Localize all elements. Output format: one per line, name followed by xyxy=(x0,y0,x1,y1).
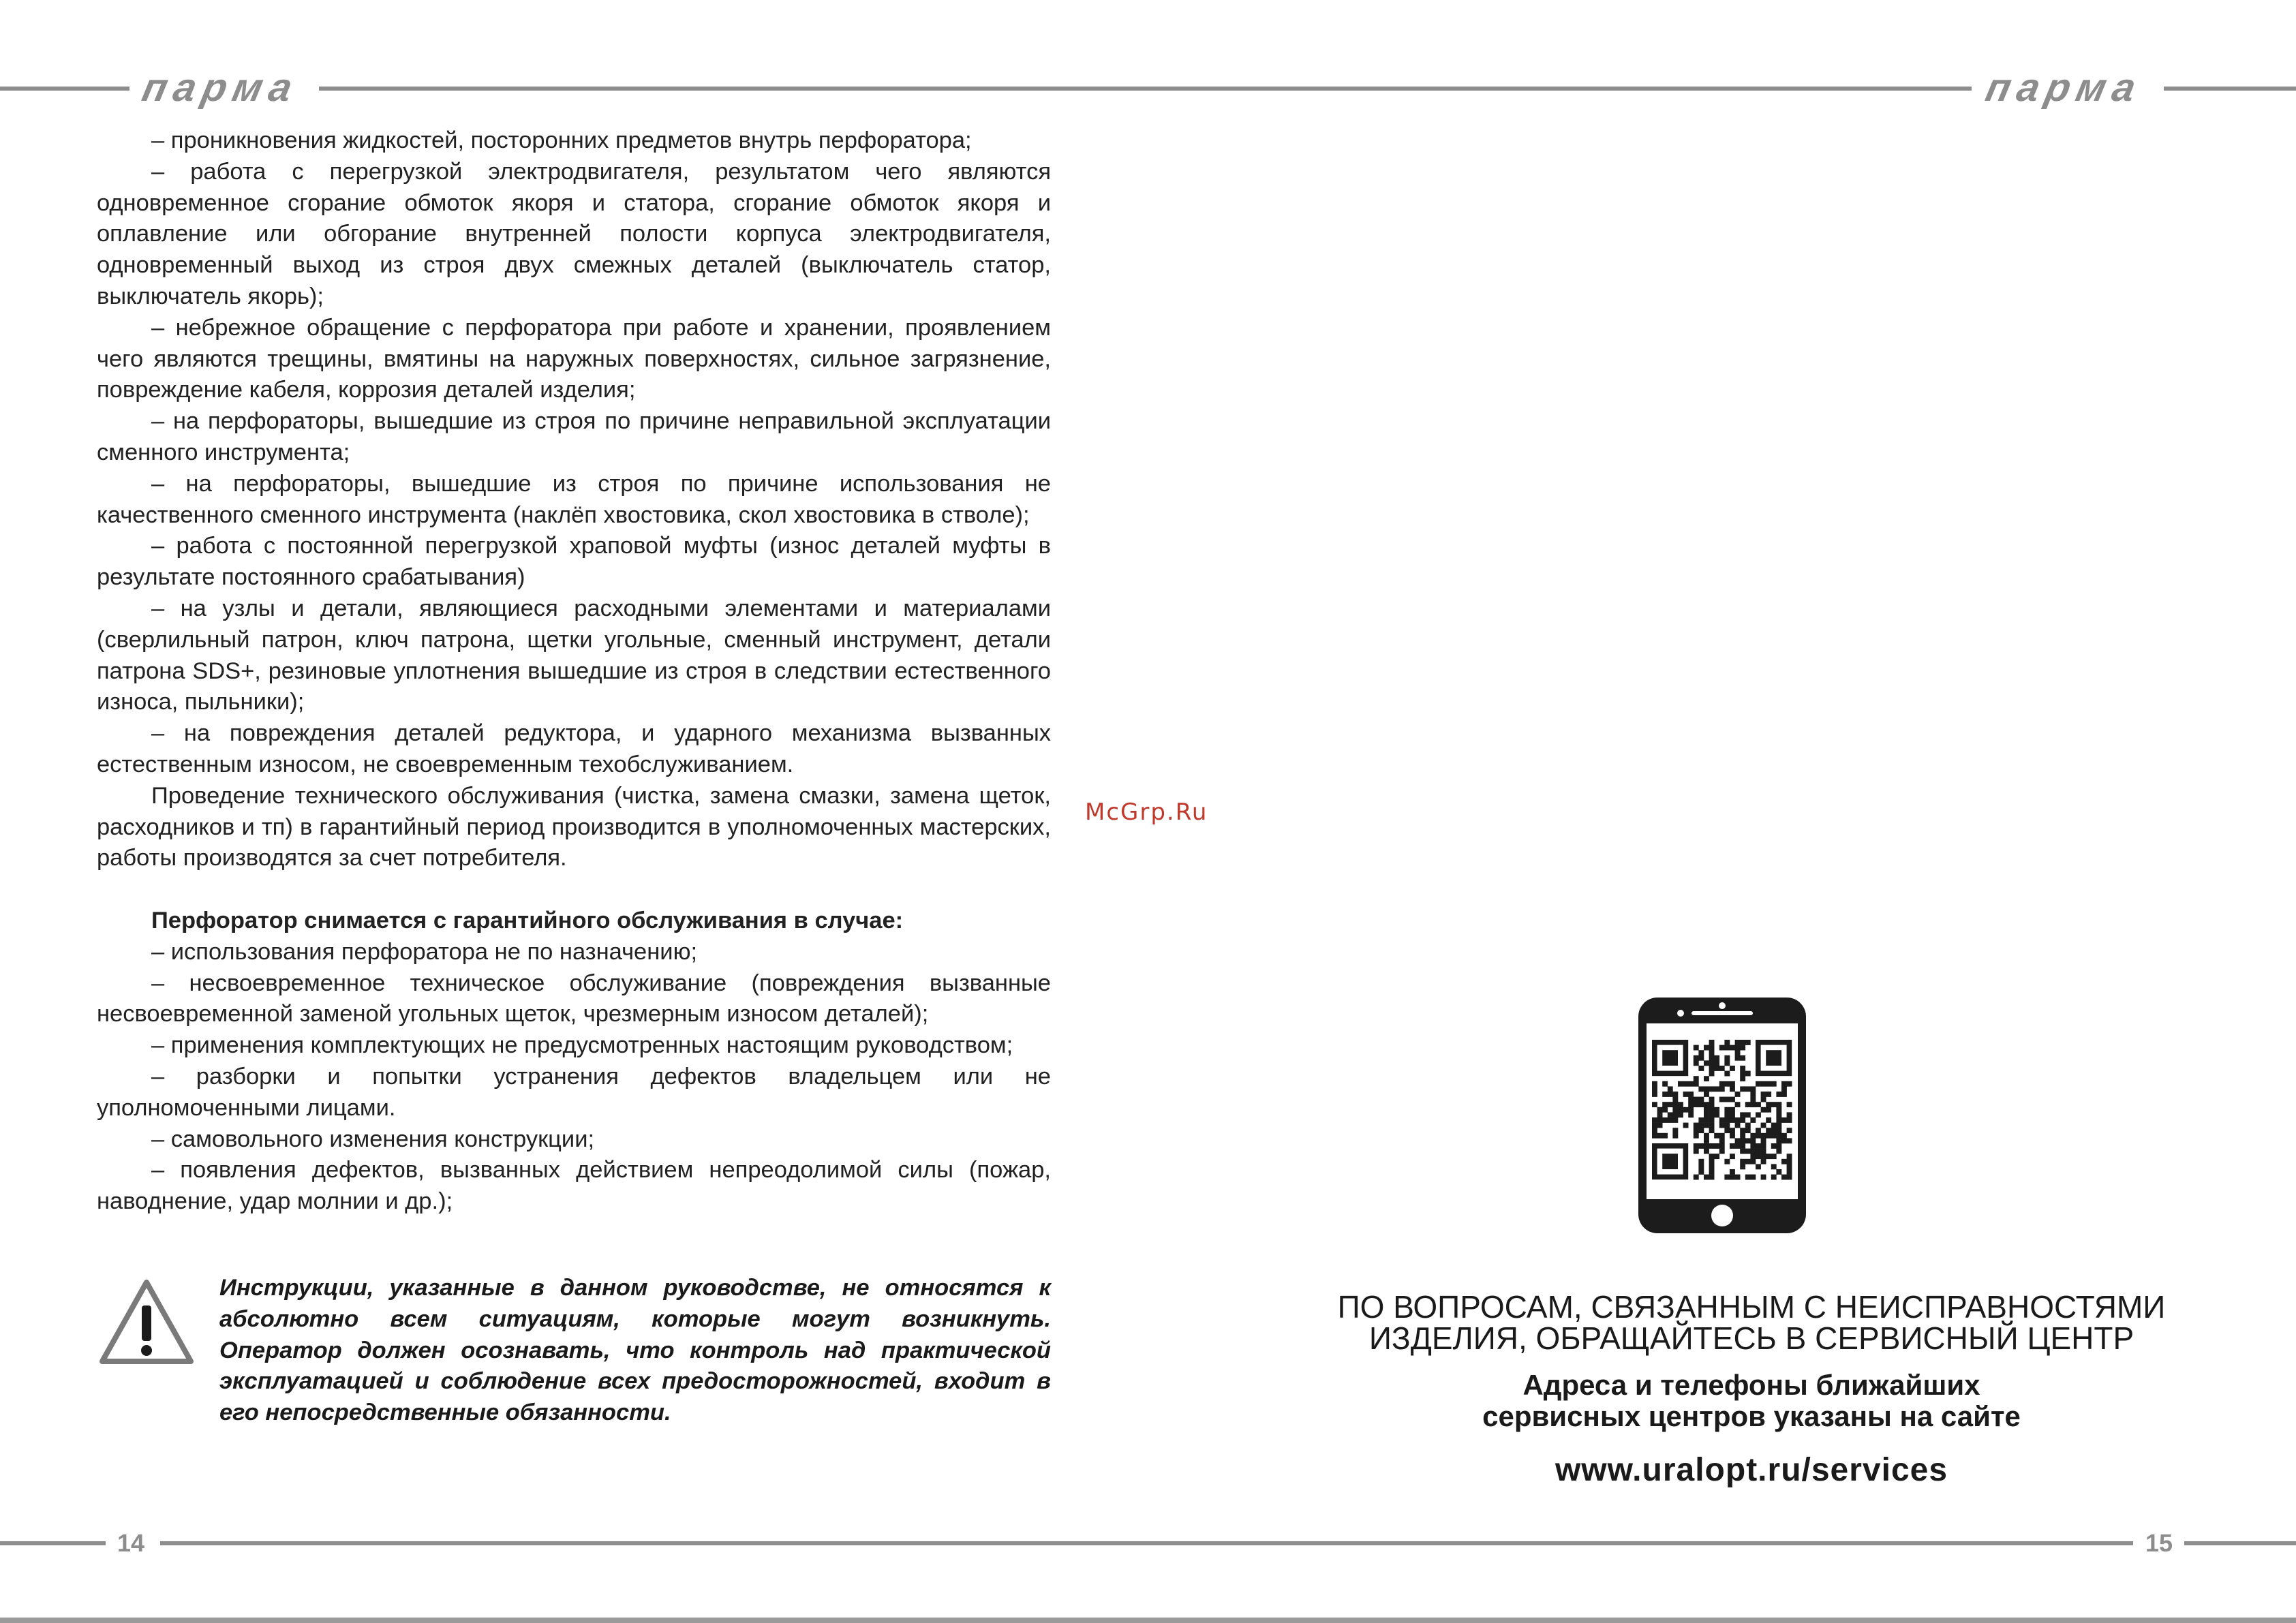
smartphone-qr-code-icon xyxy=(1637,996,1807,1235)
list-item: – использования перфоратора не по назначению; xyxy=(151,938,698,965)
service-heading-line: ИЗДЕЛИЯ, ОБРАЩАЙТЕСЬ В СЕРВИСНЫЙ ЦЕНТР xyxy=(1368,1320,2134,1356)
warning-text: Инструкции, указанные в данном руководстве, не относятся к абсолютно всем ситуациям, которые могут возникнуть. Оператор должен осознавать, что контроль над практической эксплуатацией и соблюдение всех предосторожностей, входит в его непосредственные обязанности. xyxy=(219,1275,1051,1426)
service-subheading-line: Адреса и телефоны ближайших xyxy=(1522,1369,1980,1401)
page-number-left: 14 xyxy=(117,1529,145,1557)
paragraph: – работа с постоянной перегрузкой храповой муфты (износ деталей муфты в результате постоянного срабатывания) xyxy=(97,533,1051,591)
paragraph: – работа с перегрузкой электродвигателя, результатом чего являются одновременное сгорание обмоток якоря и статора, сгорание обмоток якоря и оплавление или обгорание внутренней полости корпуса электродвигателя, одновременный выход из строя двух смежных деталей (выключатель статор, выключатель якорь); xyxy=(97,158,1051,309)
paragraph: Проведение технического обслуживания (чистка, замена смазки, замена щеток, расходников и тп) в гарантийный период производится в уполномоченных мастерских, работы производятся за счет потребителя. xyxy=(97,782,1051,871)
paragraph: – на перфораторы, вышедшие из строя по причине использования не качественного сменного инструмента (наклёп хвостовика, скол хвостовика в стволе); xyxy=(97,470,1051,528)
footer-rule-middle xyxy=(160,1541,2133,1545)
warning-triangle-icon xyxy=(97,1277,196,1367)
warning-block xyxy=(97,1273,1051,1429)
header-rule-left-b xyxy=(319,87,1972,91)
section-heading: Перфоратор снимается с гарантийного обслуживания в случае: xyxy=(151,907,904,933)
footer-rule-right xyxy=(2184,1541,2296,1545)
page-number-right: 15 xyxy=(2145,1529,2173,1557)
paragraph: – на перфораторы, вышедшие из строя по причине неправильной эксплуатации сменного инструмента; xyxy=(97,408,1051,465)
list-item: – применения комплектующих не предусмотренных настоящим руководством; xyxy=(151,1032,1013,1059)
header-rule-left-a xyxy=(0,87,129,91)
paragraph: – на повреждения деталей редуктора, и ударного механизма вызванных естественным износом, не своевременным техобслуживанием. xyxy=(97,720,1051,777)
bottom-edge-strip xyxy=(0,1618,2296,1623)
list-item: – появления дефектов, вызванных действием непреодолимой силы (пожар, наводнение, удар молнии и др.); xyxy=(97,1157,1051,1215)
brand-logo-right: парма xyxy=(1982,65,2147,110)
list-item: – разборки и попытки устранения дефектов владельцем или не уполномоченными лицами. xyxy=(97,1063,1051,1121)
list-item: – самовольного изменения конструкции; xyxy=(151,1126,595,1152)
watermark-text: McGrp.Ru xyxy=(1085,799,1208,826)
spacer xyxy=(97,874,1051,906)
brand-logo-left: парма xyxy=(138,65,303,110)
service-subheading-line: сервисных центров указаны на сайте xyxy=(1482,1400,2021,1432)
service-heading-line: ПО ВОПРОСАМ, СВЯЗАННЫМ С НЕИСПРАВНОСТЯМИ xyxy=(1337,1289,2166,1325)
paragraph: – небрежное обращение с перфоратора при работе и хранении, проявлением чего являются трещины, вмятины на наружных поверхностях, сильное загрязнение, повреждение кабеля, коррозия деталей изделия; xyxy=(97,314,1051,403)
list-item: – несвоевременное техническое обслуживание (повреждения вызванные несвоевременной заменой угольных щеток, чрезмерным износом деталей); xyxy=(97,970,1051,1027)
footer-rule-left xyxy=(0,1541,106,1545)
paragraph: – на узлы и детали, являющиеся расходными элементами и материалами (сверлильный патрон, ключ патрона, щетки угольные, сменный инструмент, детали патрона SDS+, резиновые уплотнения вышедшие из строя в следствии естественного износа, пыльники); xyxy=(97,595,1051,715)
service-heading xyxy=(1268,1291,2235,1354)
service-subheading xyxy=(1268,1370,2235,1432)
service-url-link[interactable]: www.uralopt.ru/services xyxy=(1555,1452,1948,1488)
paragraph: – проникновения жидкостей, посторонних предметов внутрь перфоратора; xyxy=(151,127,972,153)
left-page-body xyxy=(97,125,1051,1218)
header-rule-right xyxy=(2164,87,2296,91)
